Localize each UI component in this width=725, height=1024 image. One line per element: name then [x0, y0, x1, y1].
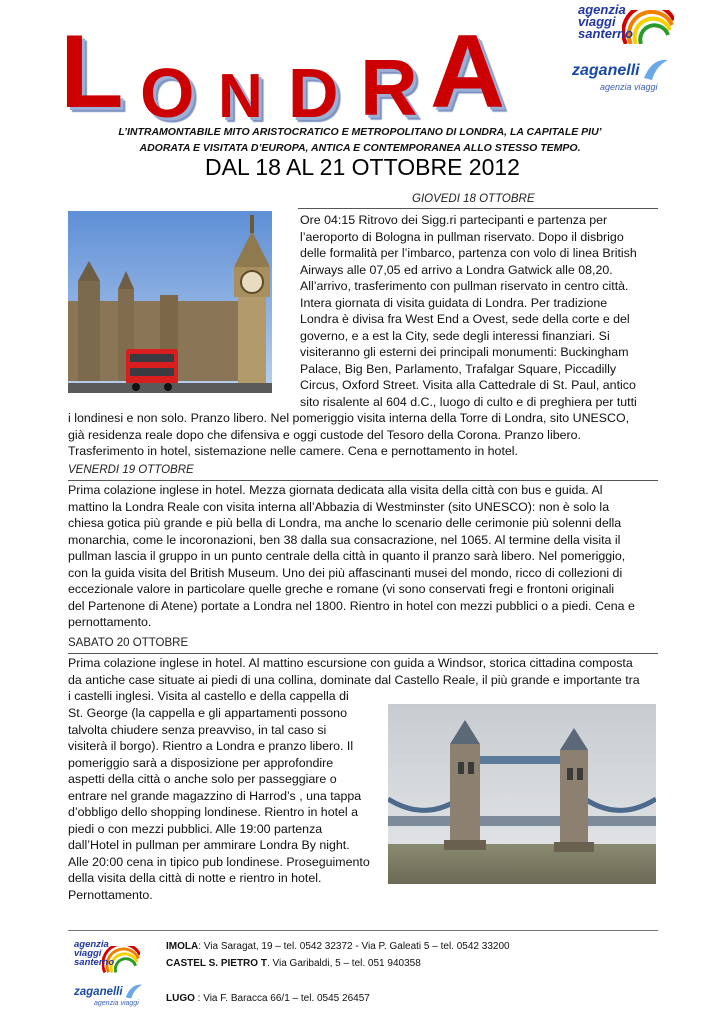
footer-address-lugo: LUGO : Via F. Baracca 66/1 – tel. 0545 26457 [166, 993, 370, 1004]
travel-dates: DAL 18 AL 21 OTTOBRE 2012 [205, 154, 520, 180]
day3-text-left: St. George (la cappella e gli appartamenti possono talvolta chiudere senza preavviso, in tal caso si visiterà il borgo). Rientro a Londra e pranzo libero. Il pomeriggio sarà a disposizione per approfondire aspetti della città o anche solo per passeggiare o entrare nel grande magazzino di Harrod’s , una tappa d’obbligo dello shopping londinese. Rientro in hotel a piedi o con mezzi pubblici. Alle 19:00 partenza dall’Hotel in pullman per ammirare Londra By night. Alle 20:00 cena in tipico pub londinese. Proseguimento della visita della città di notte e rientro in hotel. Pernottamento. [68, 706, 370, 902]
agenzia-viaggi-santerno-logo: agenzia viaggi santerno [578, 4, 676, 48]
divider [68, 480, 658, 481]
page-title [60, 14, 530, 132]
title-letter: R [360, 43, 418, 132]
day3-text-full: Prima colazione inglese in hotel. Al mattino escursione con guida a Windsor, storica cittadina composta da antiche case situate ai piedi di una collina, dominate dal Castello Reale, il più grande e importante tra i castelli inglesi. Visita al castello e della cappella di [68, 656, 640, 703]
divider [298, 208, 658, 209]
day-heading: VENERDI 19 OTTOBRE [68, 464, 194, 476]
divider [68, 653, 658, 654]
footer-address-imola: IMOLA: Via Saragat, 19 – tel. 0542 32372 - Via P. Galeati 5 – tel. 0542 33200 [166, 941, 510, 952]
footer-address-castel: CASTEL S. PIETRO T. Via Garibaldi, 5 – tel. 051 940358 [166, 958, 421, 969]
title-letter: L [60, 14, 124, 130]
zaganelli-logo: zaganelli agenzia viaggi [572, 54, 672, 98]
day1-text-full: i londinesi e non solo. Pranzo libero. Nel pomeriggio visita interna della Torre di Londra, sito UNESCO, già residenza reale dopo che difensiva e oggi custode del Tesoro della Corona. Pranzo libero. Trasferimento in hotel, sistemazione nelle camere. Cena e pernottamento in hotel. [68, 411, 630, 458]
day1-text-right: Ore 04:15 Ritrovo dei Sigg.ri partecipanti e partenza per l’aeroporto di Bologna in pullman riservato. Dopo il disbrigo delle formalità per l’imbarco, partenza con volo di linea British Airways alle 07,05 ed arrivo a Londra Gatwick alle 08,20. All’arrivo, trasferimento con pullman riservato in centro città. Intera giornata di visita guidata di Londra. Per tradizione Londra è divisa fra West End a Ovest, sede della corte e del governo, e a est la City, sede degli interessi finanziari. Si visiteranno gli esterni dei principali monumenti: Buckingham Palace, Big Ben, Parlamento, Trafalgar Square, Piccadilly Circus, Oxford Street. Visita alla Cattedrale di St. Paul, antico sito risalente al 604 d.C., luogo di culto e di preghiera per tutti [300, 213, 637, 409]
tower-bridge-photo [388, 704, 656, 884]
wave-icon [124, 982, 144, 1000]
agenzia-viaggi-santerno-logo: agenzia viaggi santerno [74, 940, 140, 976]
title-letter: A [430, 14, 506, 130]
title-letter: N [218, 62, 263, 131]
day-heading: SABATO 20 OTTOBRE [68, 637, 189, 649]
intro-line: L’INTRAMONTABILE MITO ARISTOCRATICO E METROPOLITANO DI LONDRA, LA CAPITALE PIU’ [118, 126, 602, 138]
title-letter: O [140, 54, 195, 132]
zaganelli-logo: zaganelli agenzia viaggi [74, 982, 144, 1012]
footer-divider [68, 930, 658, 931]
big-ben-photo [68, 211, 272, 393]
day2-text: Prima colazione inglese in hotel. Mezza giornata dedicata alla visita della città con bus e guida. Al mattino la Londra Reale con visita interna all’Abbazia di Westminster (sito UNESCO): non è solo la chiesa gotica più grande e più bella di Londra, ma anche lo scenario delle cerimonie più solenni della monarchia, come le incoronazioni, ben 38 dalla sua consacrazione, nel 1065. Al termine della visita il pullman lascia il gruppo in un punto centrale della città in quanto il pranzo sarà libero. Nel pomeriggio, con la guida visita del British Museum. Uno dei più affascinanti musei del mondo, ricco di collezioni di eccezionale valore in particolare quelle greche e romane (vi sono conservati fregi e frontoni originali del Partenone di Atene) portate a Londra nel 1800. Rientro in hotel con mezzi pubblici o a piedi. Cena e pernottamento. [68, 483, 635, 629]
wave-icon [642, 56, 670, 82]
title-letter: D [288, 54, 339, 132]
intro-line: ADORATA E VISITATA D’EUROPA, ANTICA E CONTEMPORANEA ALLO STESSO TEMPO. [139, 142, 581, 154]
day-heading: GIOVEDI 18 OTTOBRE [412, 193, 535, 205]
